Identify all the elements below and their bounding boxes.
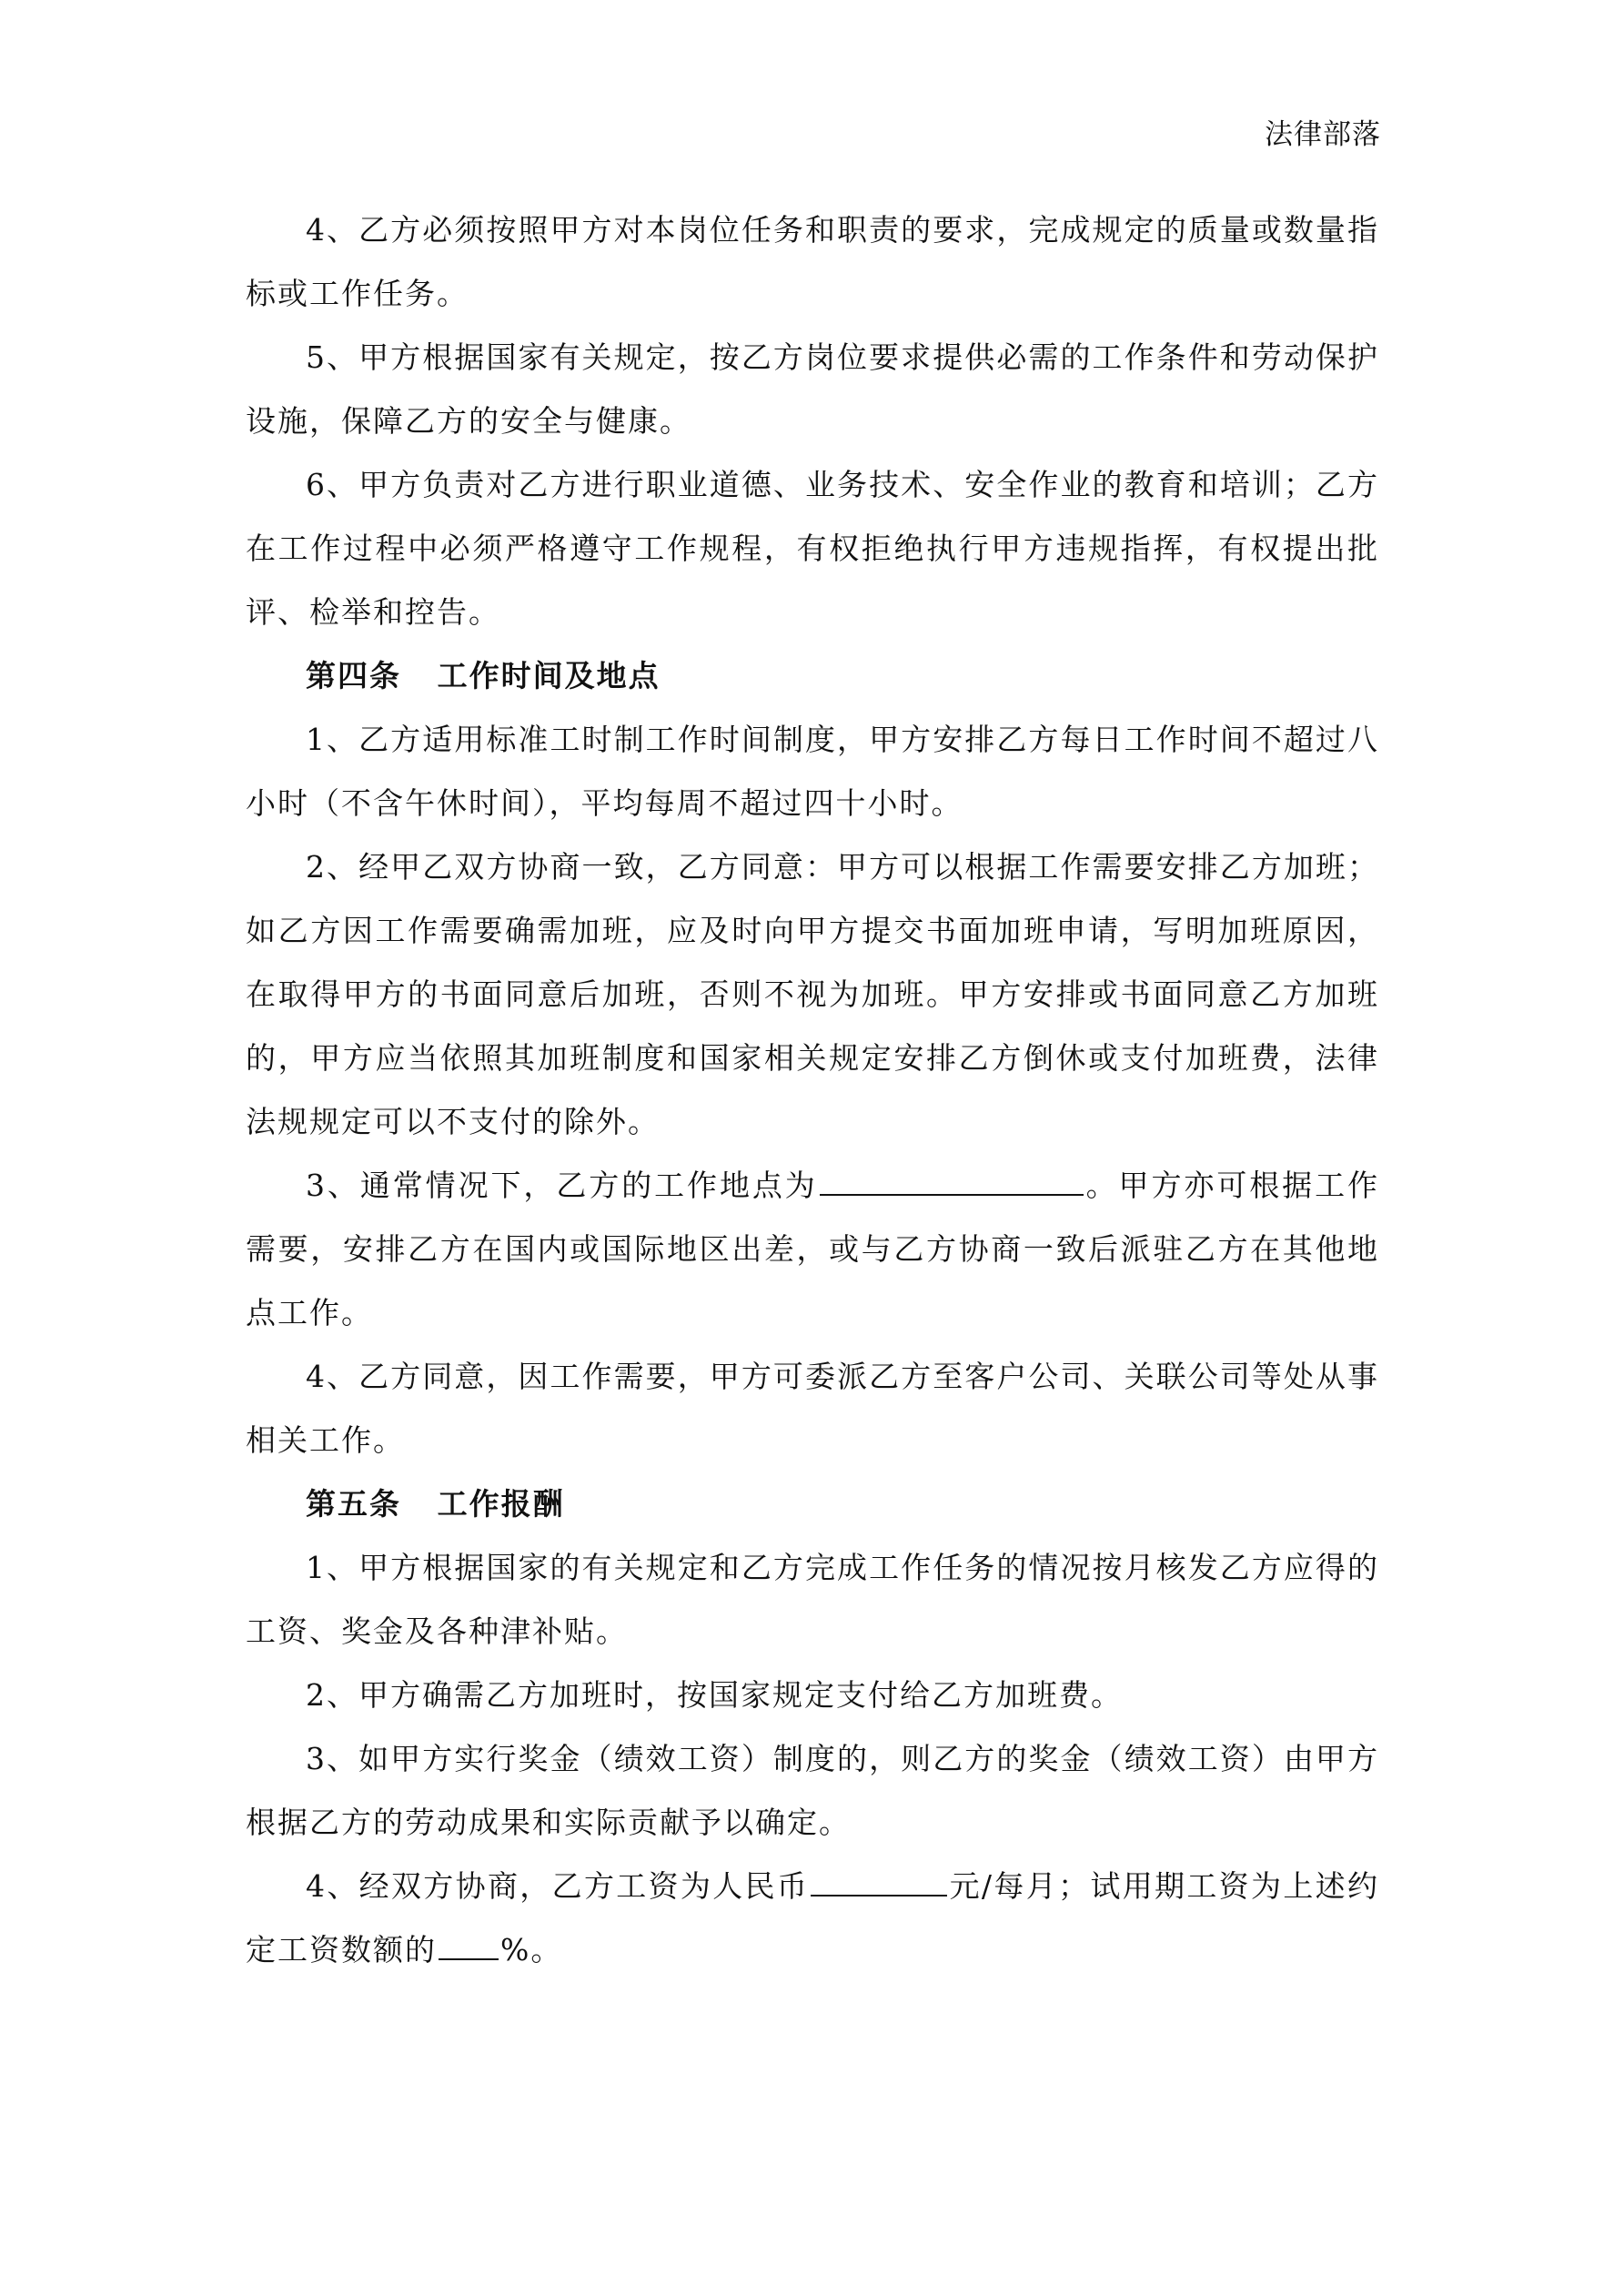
article-4-item-4: 4、乙方同意，因工作需要，甲方可委派乙方至客户公司、关联公司等处从事相关工作。 xyxy=(246,1359,1379,1458)
article-4-title: 工作时间及地点 xyxy=(437,658,661,693)
article-4-item-2: 2、经甲乙双方协商一致，乙方同意：甲方可以根据工作需要安排乙方加班；如乙方因工作需要确需加班，应及时向甲方提交书面加班申请，写明加班原因，在取得甲方的书面同意后加班，否则不视为加班。甲方安排或书面同意乙方加班的，甲方应当依照其加班制度和国家相关规定安排乙方倒休或支付加班费，法律法规规定可以不支付的除外。 xyxy=(246,849,1379,1139)
article-5-item-4 xyxy=(246,1855,1379,1982)
article-5-item-1: 1、甲方根据国家的有关规定和乙方完成工作任务的情况按月核发乙方应得的工资、奖金及各种津补贴。 xyxy=(246,1550,1379,1649)
probation-percent-blank xyxy=(439,1928,499,1960)
article-5-item-4-text-after: %。 xyxy=(500,1932,563,1967)
article-4-number: 第四条 xyxy=(306,658,401,693)
article-5-title: 工作报酬 xyxy=(437,1486,565,1522)
article-5-item-4-text-middle: 元/每月；试用期工资为上述约定工资数额的 xyxy=(246,1868,1379,1967)
article-4-item-3-text-before: 3、通常情况下，乙方的工作地点为 xyxy=(306,1168,818,1203)
article-4-heading xyxy=(246,644,1379,708)
article-5-item-3: 3、如甲方实行奖金（绩效工资）制度的，则乙方的奖金（绩效工资）由甲方根据乙方的劳动成果和实际贡献予以确定。 xyxy=(246,1741,1379,1840)
contract-body xyxy=(246,198,1379,1982)
article-4-item-3-text-after: 。甲方亦可根据工作需要，安排乙方在国内或国际地区出差，或与乙方协商一致后派驻乙方在其他地点工作。 xyxy=(246,1168,1379,1330)
article-4-item-3 xyxy=(246,1154,1379,1345)
document-source-header: 法律部落 xyxy=(1265,118,1381,151)
article-5-heading xyxy=(246,1472,1379,1536)
salary-amount-blank xyxy=(811,1865,947,1896)
clause-training-paragraph: 6、甲方负责对乙方进行职业道德、业务技术、安全作业的教育和培训；乙方在工作过程中必须严格遵守工作规程，有权拒绝执行甲方违规指挥，有权提出批评、检举和控告。 xyxy=(246,467,1379,630)
article-5-item-4-text-before: 4、经双方协商，乙方工资为人民币 xyxy=(306,1868,810,1904)
clause-conditions-paragraph: 5、甲方根据国家有关规定，按乙方岗位要求提供必需的工作条件和劳动保护设施，保障乙方的安全与健康。 xyxy=(246,339,1379,439)
article-5-number: 第五条 xyxy=(306,1486,401,1522)
clause-duty-paragraph: 4、乙方必须按照甲方对本岗位任务和职责的要求，完成规定的质量或数量指标或工作任务。 xyxy=(246,212,1379,311)
article-5-item-2: 2、甲方确需乙方加班时，按国家规定支付给乙方加班费。 xyxy=(306,1677,1123,1713)
work-location-blank xyxy=(820,1164,1084,1196)
article-4-item-1: 1、乙方适用标准工时制工作时间制度，甲方安排乙方每日工作时间不超过八小时（不含午休时间），平均每周不超过四十小时。 xyxy=(246,722,1379,821)
